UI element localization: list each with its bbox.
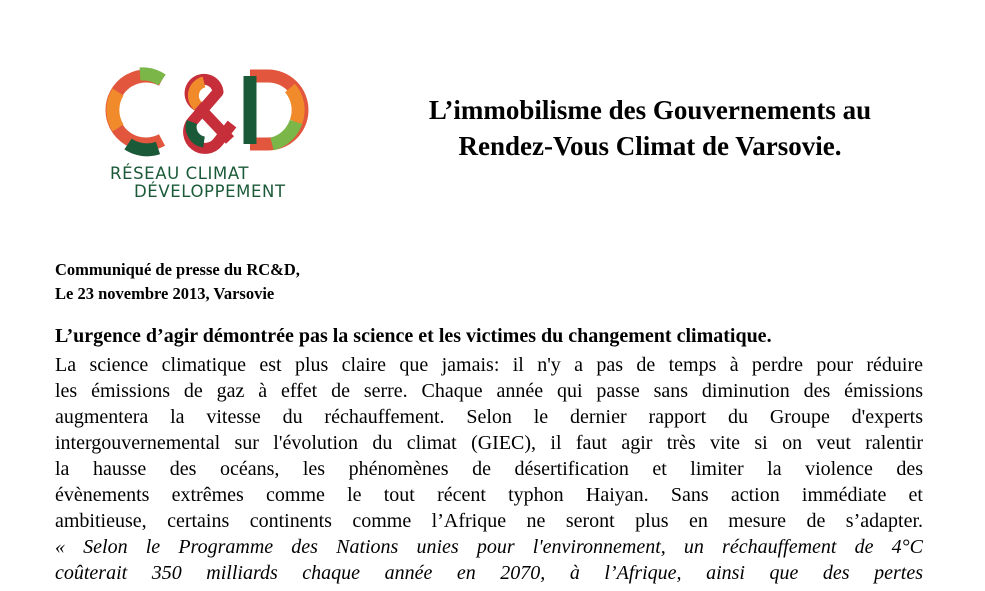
body-line: les émissions de gaz à effet de serre. Chaque année qui passe sans diminution des émissions [55, 380, 923, 402]
rcd-logo-mark [100, 62, 315, 162]
body-line: augmentera la vitesse du réchauffement. Selon le dernier rapport du Groupe d'experts [55, 406, 923, 428]
title-line1: L’immobilisme des Gouvernements au [428, 95, 872, 125]
logo-text-line1: RÉSEAU CLIMAT [110, 164, 250, 183]
meta-line1: Communiqué de presse du RC&D, [55, 260, 300, 279]
body-line: évènements extrêmes comme le tout récent typhon Haiyan. Sans action immédiate et [55, 484, 923, 506]
page-title [370, 92, 930, 164]
press-release-meta [55, 258, 300, 306]
body-line: la hausse des océans, les phénomènes de désertification et limiter la violence des [55, 458, 923, 480]
quote-line: coûterait 350 milliards chaque année en 2070, à l’Afrique, ainsi que des pertes [55, 562, 923, 584]
rcd-logo [100, 62, 315, 210]
body-line: intergouvernemental sur l'évolution du climat (GIEC), il faut agir très vite si on veut ralentir [55, 432, 923, 454]
body-line: ambitieuse, certains continents comme l’Afrique ne seront plus en mesure de s’adapter. [55, 510, 923, 532]
quote-line: « Selon le Programme des Nations unies pour l'environnement, un réchauffement de 4°C [55, 536, 923, 558]
title-line2: Rendez-Vous Climat de Varsovie. [458, 131, 842, 161]
logo-text-line2: DÉVELOPPEMENT [134, 182, 286, 201]
section-heading: L’urgence d’agir démontrée pas la science et les victimes du changement climatique. [55, 325, 772, 347]
body-text [55, 352, 923, 586]
body-line: La science climatique est plus claire que jamais: il n'y a pas de temps à perdre pour réduire [55, 354, 923, 376]
meta-line2: Le 23 novembre 2013, Varsovie [55, 284, 275, 303]
